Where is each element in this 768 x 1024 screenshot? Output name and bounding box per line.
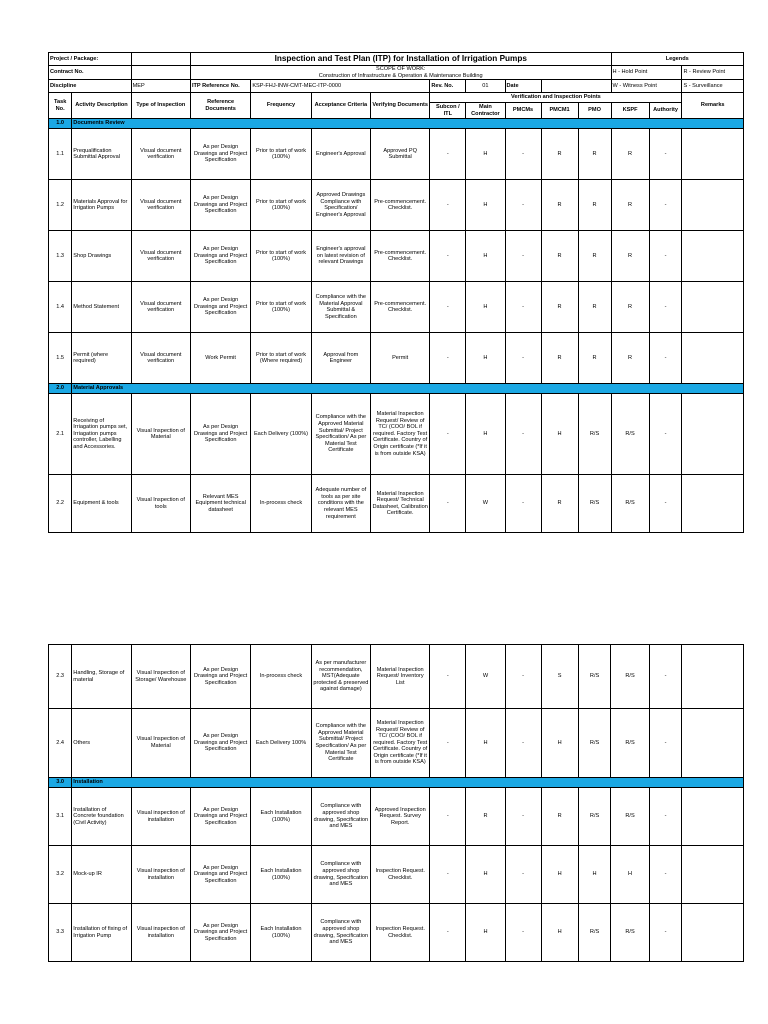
kspf-cell: R: [611, 231, 649, 282]
contract-label: Contract No.: [49, 66, 132, 80]
verifying-cell: Pre-commencement. Checklist.: [371, 282, 430, 333]
col-authority: Authority: [649, 103, 682, 119]
subcon-cell: -: [430, 282, 466, 333]
type-cell: Visual inspection of installation: [131, 788, 190, 846]
pmcm1-cell: R: [541, 475, 578, 533]
type-cell: Visual document verification: [131, 231, 190, 282]
pmcm1-cell: H: [541, 904, 578, 962]
remarks-cell: [682, 846, 744, 904]
acceptance-cell: Approved Drawings Compliance with Specification/ Engineer's Approval: [311, 180, 370, 231]
activity-cell: Materials Approval for Irrigation Pumps: [72, 180, 131, 231]
itp-table-page2: [48, 644, 744, 962]
pmcms-cell: -: [505, 282, 541, 333]
kspf-cell: R: [611, 333, 649, 384]
task-no-cell: 1.5: [49, 333, 72, 384]
legend-witness: W - Witness Point: [611, 80, 682, 93]
table-row: [49, 180, 744, 231]
pmcms-cell: -: [505, 180, 541, 231]
reference-cell: As per Design Drawings and Project Specification: [190, 282, 250, 333]
legend-hold: H - Hold Point: [611, 66, 682, 80]
remarks-cell: [682, 129, 744, 180]
verifying-cell: Inspection Request. Checklist.: [371, 904, 430, 962]
authority-cell: -: [649, 129, 682, 180]
subcon-cell: -: [430, 231, 466, 282]
remarks-cell: [682, 788, 744, 846]
reference-cell: As per Design Drawings and Project Specification: [190, 788, 250, 846]
date-value: [541, 80, 611, 93]
remarks-cell: [682, 333, 744, 384]
authority-cell: -: [649, 231, 682, 282]
kspf-cell: R/S: [611, 475, 649, 533]
type-cell: Visual Inspection of tools: [131, 475, 190, 533]
main-contractor-cell: H: [466, 709, 505, 778]
pmcms-cell: -: [505, 394, 541, 475]
authority-cell: -: [649, 394, 682, 475]
acceptance-cell: Approval from Engineer: [311, 333, 370, 384]
table-row: [49, 788, 744, 846]
frequency-cell: Prior to start of work (100%): [251, 282, 311, 333]
task-no-cell: 1.4: [49, 282, 72, 333]
task-no-cell: 3.3: [49, 904, 72, 962]
main-contractor-cell: H: [466, 394, 505, 475]
subcon-cell: -: [430, 475, 466, 533]
activity-cell: Installation of Concrete foundation (Civil Activity): [72, 788, 131, 846]
col-kspf: KSPF: [611, 103, 649, 119]
frequency-cell: Prior to start of work (100%): [251, 231, 311, 282]
pmo-cell: R/S: [578, 394, 611, 475]
col-pmcms: PMCMs: [505, 103, 541, 119]
remarks-cell: [682, 645, 744, 709]
acceptance-cell: Compliance with the Approved Material Submittal/ Project Specification/ As per Material Test Certificate: [311, 394, 370, 475]
authority-cell: -: [649, 788, 682, 846]
subcon-cell: -: [430, 333, 466, 384]
kspf-cell: R/S: [611, 645, 649, 709]
contract-value: [131, 66, 190, 80]
kspf-cell: R: [611, 180, 649, 231]
main-contractor-cell: H: [466, 846, 505, 904]
acceptance-cell: Engineer's Approval: [311, 129, 370, 180]
col-frequency: Frequency: [251, 93, 311, 119]
legend-surveillance: S - Surveillance: [682, 80, 744, 93]
main-contractor-cell: H: [466, 231, 505, 282]
kspf-cell: R: [611, 282, 649, 333]
verifying-cell: Inspection Request. Checklist.: [371, 846, 430, 904]
verifying-cell: Material Inspection Request/ Technical Datasheet, Calibration Certificate.: [371, 475, 430, 533]
itp-ref-label: ITP Reference No.: [190, 80, 250, 93]
verifying-cell: Material Inspection Request/ Review of TC/ (COO/ BOL if required. Factory Test Certificate. Country of Origin certificate (*If it is from outside KSA): [371, 709, 430, 778]
pmo-cell: R: [578, 333, 611, 384]
activity-cell: Permit (where required): [72, 333, 131, 384]
pmcm1-cell: R: [541, 282, 578, 333]
col-pmo: PMO: [578, 103, 611, 119]
authority-cell: -: [649, 282, 682, 333]
authority-cell: -: [649, 475, 682, 533]
task-no-cell: 1.3: [49, 231, 72, 282]
scope-text: Construction of Infrastructure & Operation & Maintenance Building: [318, 72, 483, 79]
pmo-cell: R: [578, 231, 611, 282]
activity-cell: Shop Drawings: [72, 231, 131, 282]
authority-cell: -: [649, 904, 682, 962]
pmcm1-cell: R: [541, 788, 578, 846]
pmo-cell: R: [578, 180, 611, 231]
table-row: [49, 709, 744, 778]
main-contractor-cell: H: [466, 333, 505, 384]
frequency-cell: Each Installation (100%): [251, 846, 311, 904]
verifying-cell: Approved Inspection Request. Survey Report.: [371, 788, 430, 846]
table-row: [49, 231, 744, 282]
activity-cell: Receiving of Irriagation pumps set, Irriagation pumps controller, Labelling and Accessories.: [72, 394, 131, 475]
reference-cell: As per Design Drawings and Project Specification: [190, 180, 250, 231]
page-title: Inspection and Test Plan (ITP) for Installation of Irrigation Pumps: [190, 53, 611, 66]
type-cell: Visual document verification: [131, 180, 190, 231]
pmcm1-cell: H: [541, 394, 578, 475]
pmcm1-cell: H: [541, 846, 578, 904]
acceptance-cell: Engineer's approval on latest revision of relevant Drawings: [311, 231, 370, 282]
table-row: [49, 394, 744, 475]
reference-cell: As per Design Drawings and Project Specification: [190, 645, 250, 709]
frequency-cell: Prior to start of work (100%): [251, 180, 311, 231]
subcon-cell: -: [430, 129, 466, 180]
kspf-cell: R/S: [611, 904, 649, 962]
authority-cell: -: [649, 709, 682, 778]
rev-value: 01: [466, 80, 505, 93]
legends-label: Legends: [611, 53, 744, 66]
kspf-cell: R/S: [611, 788, 649, 846]
frequency-cell: Each Delivery (100%): [251, 394, 311, 475]
pmcm1-cell: R: [541, 129, 578, 180]
col-verification-group: Verification and Inspection Points: [430, 93, 682, 103]
pmo-cell: R/S: [578, 645, 611, 709]
main-contractor-cell: H: [466, 129, 505, 180]
activity-cell: Others: [72, 709, 131, 778]
section-number: 2.0: [49, 384, 72, 394]
reference-cell: As per Design Drawings and Project Specification: [190, 231, 250, 282]
remarks-cell: [682, 475, 744, 533]
acceptance-cell: Compliance with approved shop drawing, Specification and MES: [311, 788, 370, 846]
activity-cell: Equipment & tools: [72, 475, 131, 533]
type-cell: Visual Inspection of Material: [131, 709, 190, 778]
col-reference: Reference Documents: [190, 93, 250, 119]
subcon-cell: -: [430, 709, 466, 778]
activity-cell: Installation of fixing of Irrigation Pump: [72, 904, 131, 962]
acceptance-cell: Compliance with the Approved Material Submittal/ Project Specification/ As per Material Test Certificate: [311, 709, 370, 778]
pmcms-cell: -: [505, 475, 541, 533]
reference-cell: As per Design Drawings and Project Specification: [190, 709, 250, 778]
authority-cell: -: [649, 180, 682, 231]
type-cell: Visual inspection of installation: [131, 846, 190, 904]
acceptance-cell: Compliance with approved shop drawing, Specification and MES: [311, 846, 370, 904]
acceptance-cell: Compliance with approved shop drawing, Specification and MES: [311, 904, 370, 962]
reference-cell: Relevant MES Equipment technical datasheet: [190, 475, 250, 533]
section-header-row: [49, 384, 744, 394]
task-no-cell: 2.1: [49, 394, 72, 475]
type-cell: Visual Inspection of Material: [131, 394, 190, 475]
col-acceptance: Acceptance Criteria: [311, 93, 370, 119]
main-contractor-cell: W: [466, 475, 505, 533]
frequency-cell: In-process check: [251, 645, 311, 709]
pmcms-cell: -: [505, 709, 541, 778]
type-cell: Visual document verification: [131, 333, 190, 384]
task-no-cell: 3.2: [49, 846, 72, 904]
table-row: [49, 645, 744, 709]
pmcm1-cell: R: [541, 333, 578, 384]
frequency-cell: Each Delivery 100%: [251, 709, 311, 778]
task-no-cell: 1.2: [49, 180, 72, 231]
pmcms-cell: -: [505, 846, 541, 904]
reference-cell: As per Design Drawings and Project Specification: [190, 904, 250, 962]
type-cell: Visual document verification: [131, 129, 190, 180]
frequency-cell: Each Installation (100%): [251, 904, 311, 962]
authority-cell: -: [649, 846, 682, 904]
activity-cell: Method Statement: [72, 282, 131, 333]
pmcms-cell: -: [505, 645, 541, 709]
pmcms-cell: -: [505, 788, 541, 846]
pmcms-cell: -: [505, 129, 541, 180]
subcon-cell: -: [430, 394, 466, 475]
pmo-cell: R: [578, 282, 611, 333]
subcon-cell: -: [430, 846, 466, 904]
subcon-cell: -: [430, 904, 466, 962]
verifying-cell: Permit: [371, 333, 430, 384]
type-cell: Visual inspection of installation: [131, 904, 190, 962]
discipline-label: Discipline: [49, 80, 132, 93]
pmo-cell: R/S: [578, 788, 611, 846]
subcon-cell: -: [430, 788, 466, 846]
activity-cell: Mock-up IR: [72, 846, 131, 904]
pmcm1-cell: H: [541, 709, 578, 778]
kspf-cell: R/S: [611, 394, 649, 475]
remarks-cell: [682, 394, 744, 475]
legend-review: R - Review Point: [682, 66, 744, 80]
section-title: Documents Review: [72, 119, 744, 129]
section-header-row: [49, 119, 744, 129]
col-remarks: Remarks: [682, 93, 744, 119]
main-contractor-cell: H: [466, 904, 505, 962]
table-row: [49, 904, 744, 962]
task-no-cell: 2.2: [49, 475, 72, 533]
pmcm1-cell: R: [541, 180, 578, 231]
kspf-cell: R/S: [611, 709, 649, 778]
pmo-cell: H: [578, 846, 611, 904]
table-row: [49, 129, 744, 180]
acceptance-cell: As per manufacturer recommendation, MST(Adequate protected & preserved against damage): [311, 645, 370, 709]
remarks-cell: [682, 709, 744, 778]
type-cell: Visual Inspection of Storage/ Warehouse: [131, 645, 190, 709]
reference-cell: As per Design Drawings and Project Specification: [190, 394, 250, 475]
subcon-cell: -: [430, 180, 466, 231]
pmo-cell: R/S: [578, 475, 611, 533]
col-subcon: Subcon / ITL: [430, 103, 466, 119]
main-contractor-cell: H: [466, 180, 505, 231]
col-main-contractor: Main Contractor: [466, 103, 505, 119]
section-title: Installation: [72, 778, 744, 788]
rev-label: Rev. No.: [430, 80, 466, 93]
section-number: 3.0: [49, 778, 72, 788]
remarks-cell: [682, 904, 744, 962]
col-activity: Activity Description: [72, 93, 131, 119]
kspf-cell: R: [611, 129, 649, 180]
scope-heading: SCOPE OF WORK:: [376, 66, 426, 72]
reference-cell: Work Permit: [190, 333, 250, 384]
pmcms-cell: -: [505, 904, 541, 962]
pmcms-cell: -: [505, 231, 541, 282]
frequency-cell: Prior to start of work (Where required): [251, 333, 311, 384]
acceptance-cell: Adequate number of tools as per site conditions with the relevant MES requirement: [311, 475, 370, 533]
reference-cell: As per Design Drawings and Project Specification: [190, 846, 250, 904]
frequency-cell: In-process check: [251, 475, 311, 533]
main-contractor-cell: H: [466, 282, 505, 333]
section-title: Material Approvals: [72, 384, 744, 394]
remarks-cell: [682, 180, 744, 231]
table-row: [49, 846, 744, 904]
pmo-cell: R: [578, 129, 611, 180]
type-cell: Visual document verification: [131, 282, 190, 333]
activity-cell: Prequalification Submittal Approval: [72, 129, 131, 180]
verifying-cell: Material Inspection Request/ Review of TC/ (COO/ BOL if required. Factory Test Certificate. Country of Origin certificate (*If it is from outside KSA): [371, 394, 430, 475]
verifying-cell: Pre-commencement. Checklist.: [371, 231, 430, 282]
acceptance-cell: Compliance with the Material Approval Submittal & Specification: [311, 282, 370, 333]
activity-cell: Handling, Storage of material: [72, 645, 131, 709]
pmcm1-cell: R: [541, 231, 578, 282]
frequency-cell: Each Installation (100%): [251, 788, 311, 846]
subcon-cell: -: [430, 645, 466, 709]
itp-table-page1: [48, 52, 744, 533]
reference-cell: As per Design Drawings and Project Specification: [190, 129, 250, 180]
table-row: [49, 282, 744, 333]
itp-ref-value: KSP-FHJ-INW-CMT-MEC-ITP-0000: [251, 80, 430, 93]
discipline-value: MEP: [131, 80, 190, 93]
main-contractor-cell: W: [466, 645, 505, 709]
table-row: [49, 475, 744, 533]
task-no-cell: 3.1: [49, 788, 72, 846]
table-row: [49, 333, 744, 384]
task-no-cell: 1.1: [49, 129, 72, 180]
remarks-cell: [682, 231, 744, 282]
pmcms-cell: -: [505, 333, 541, 384]
col-type: Type of Inspection: [131, 93, 190, 119]
verifying-cell: Approved PQ Submittal: [371, 129, 430, 180]
main-contractor-cell: R: [466, 788, 505, 846]
frequency-cell: Prior to start of work (100%): [251, 129, 311, 180]
task-no-cell: 2.3: [49, 645, 72, 709]
verifying-cell: Material Inspection Request/ Inventory List: [371, 645, 430, 709]
col-verifying: Verifying Documents: [371, 93, 430, 119]
project-label: Project / Package:: [49, 53, 132, 66]
col-task-no: Task No.: [49, 93, 72, 119]
pmcm1-cell: S: [541, 645, 578, 709]
authority-cell: -: [649, 333, 682, 384]
remarks-cell: [682, 282, 744, 333]
kspf-cell: H: [611, 846, 649, 904]
authority-cell: -: [649, 645, 682, 709]
pmo-cell: R/S: [578, 709, 611, 778]
project-value: [131, 53, 190, 66]
scope-of-work: [190, 66, 611, 80]
date-label: Date: [505, 80, 541, 93]
section-header-row: [49, 778, 744, 788]
col-pmcm1: PMCM1: [541, 103, 578, 119]
task-no-cell: 2.4: [49, 709, 72, 778]
verifying-cell: Pre-commencement. Checklist.: [371, 180, 430, 231]
section-number: 1.0: [49, 119, 72, 129]
pmo-cell: R/S: [578, 904, 611, 962]
